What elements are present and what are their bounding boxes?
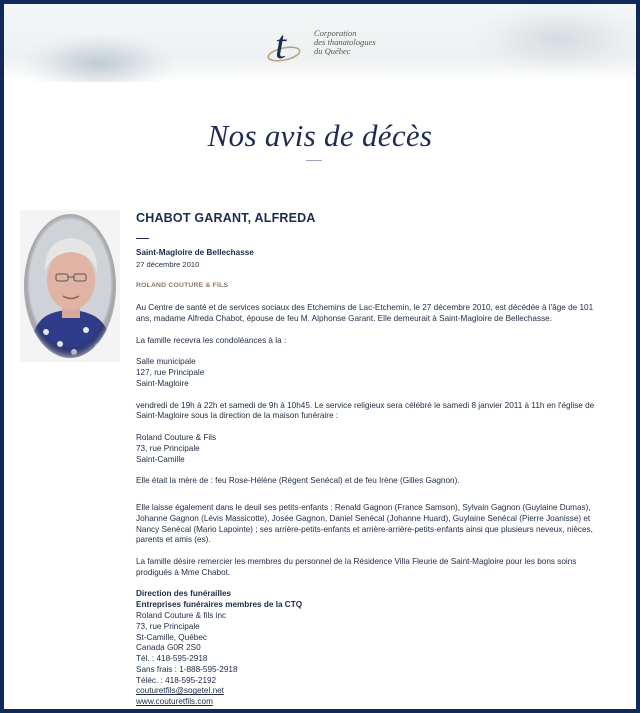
watercolor-wash-right: [474, 4, 636, 74]
service-paragraph: vendredi de 19h à 22h et samedi de 9h à 10h45. Le service religieux sera célébré le samedi 8 janvier 2011 à 11h en l'église de Saint-Magloire sous la direction de la maison funéraire :: [136, 400, 595, 421]
logo-line: Corporation: [314, 28, 357, 38]
address-line: Roland Couture & Fils: [136, 432, 217, 442]
svg-text:t: t: [275, 22, 287, 67]
venue-address: [136, 357, 596, 389]
mother-of-paragraph: Elle était la mère de : feu Rose-Hélène (Régent Senécal) et de feu Irène (Gilles Gagnon).: [136, 476, 460, 486]
mourners-paragraph: Elle laisse également dans le deuil ses petits-enfants : Renald Gagnon (France Samson), Sylvain Gagnon (Guylaine Dumas), Johanne Gagnon (Lévis Massicotte), Josée Gagnon, Daniel Senécal (Johanne Huard), Guylaine Senécal (Pierre Joanisse) et Nancy Senécal (Mario Lapointe) ; ses arrière-petits-enfants et arrière-arrière-petits-enfants ainsi que plusieurs neveux, nièces, parents et amis (es).: [136, 502, 593, 545]
contact-line: Canada G0R 2S0: [136, 643, 201, 653]
address-line: 127, rue Principale: [136, 368, 205, 378]
date-of-death: 27 décembre 2010: [136, 259, 200, 269]
deceased-portrait: [20, 210, 120, 362]
notice-body: [136, 303, 596, 708]
logo-line: des thanatologues: [314, 37, 376, 47]
deceased-name: CHABOT GARANT, ALFREDA: [136, 211, 316, 225]
contact-line: Roland Couture & fils inc: [136, 610, 227, 620]
tollfree-line: Sans frais : 1-888-595-2918: [136, 664, 238, 674]
contact-line: St-Camille, Québec: [136, 632, 207, 642]
phone-line: Tél. : 418-595-2918: [136, 654, 208, 664]
site-header: [4, 4, 636, 82]
watercolor-wash-left: [24, 34, 174, 82]
place: Saint-Magloire de Bellechasse: [136, 248, 254, 257]
address-line: 73, rue Principale: [136, 443, 200, 453]
address-line: Saint-Magloire: [136, 378, 189, 388]
funeral-home-label: ROLAND COUTURE & FILS: [136, 281, 229, 289]
email-link[interactable]: couturetfils@sogetel.net: [136, 686, 224, 696]
funeral-direction: [136, 589, 596, 708]
condolences-paragraph: La famille recevra les condoléances à la :: [136, 335, 287, 345]
ctq-logo-icon[interactable]: [262, 18, 310, 68]
contact-line: 73, rue Principale: [136, 621, 200, 631]
direction-subtitle: Entreprises funéraires membres de la CTQ: [136, 600, 303, 610]
thanks-paragraph: La famille désire remercier les membres du personnel de la Résidence Villa Fleurie de Saint-Magloire pour les bons soins prodigués à Mme Chabot.: [136, 556, 577, 577]
logo-line: du Québec: [314, 46, 351, 56]
website-link[interactable]: www.couturetfils.com: [136, 697, 213, 707]
funeral-home-address: [136, 433, 596, 465]
address-line: Saint-Camille: [136, 454, 185, 464]
name-divider: [136, 238, 149, 239]
page-frame: [4, 4, 636, 709]
direction-title: Direction des funérailles: [136, 589, 232, 599]
fax-line: Téléc. : 418-595-2192: [136, 675, 217, 685]
title-divider: [306, 160, 322, 161]
address-line: Salle municipale: [136, 357, 196, 367]
intro-paragraph: Au Centre de santé et de services sociaux des Etchemins de Lac-Etchemin, le 27 décembre 2010, est décédée à l'âge de 101 ans, madame Alfreda Chabot, épouse de feu M. Alphonse Garant. Elle demeurait à Saint-Magloire de Bellechasse.: [136, 303, 594, 324]
page-title: Nos avis de décès: [207, 118, 433, 153]
logo-wordmark: [314, 29, 404, 56]
notice-content: [136, 210, 596, 708]
